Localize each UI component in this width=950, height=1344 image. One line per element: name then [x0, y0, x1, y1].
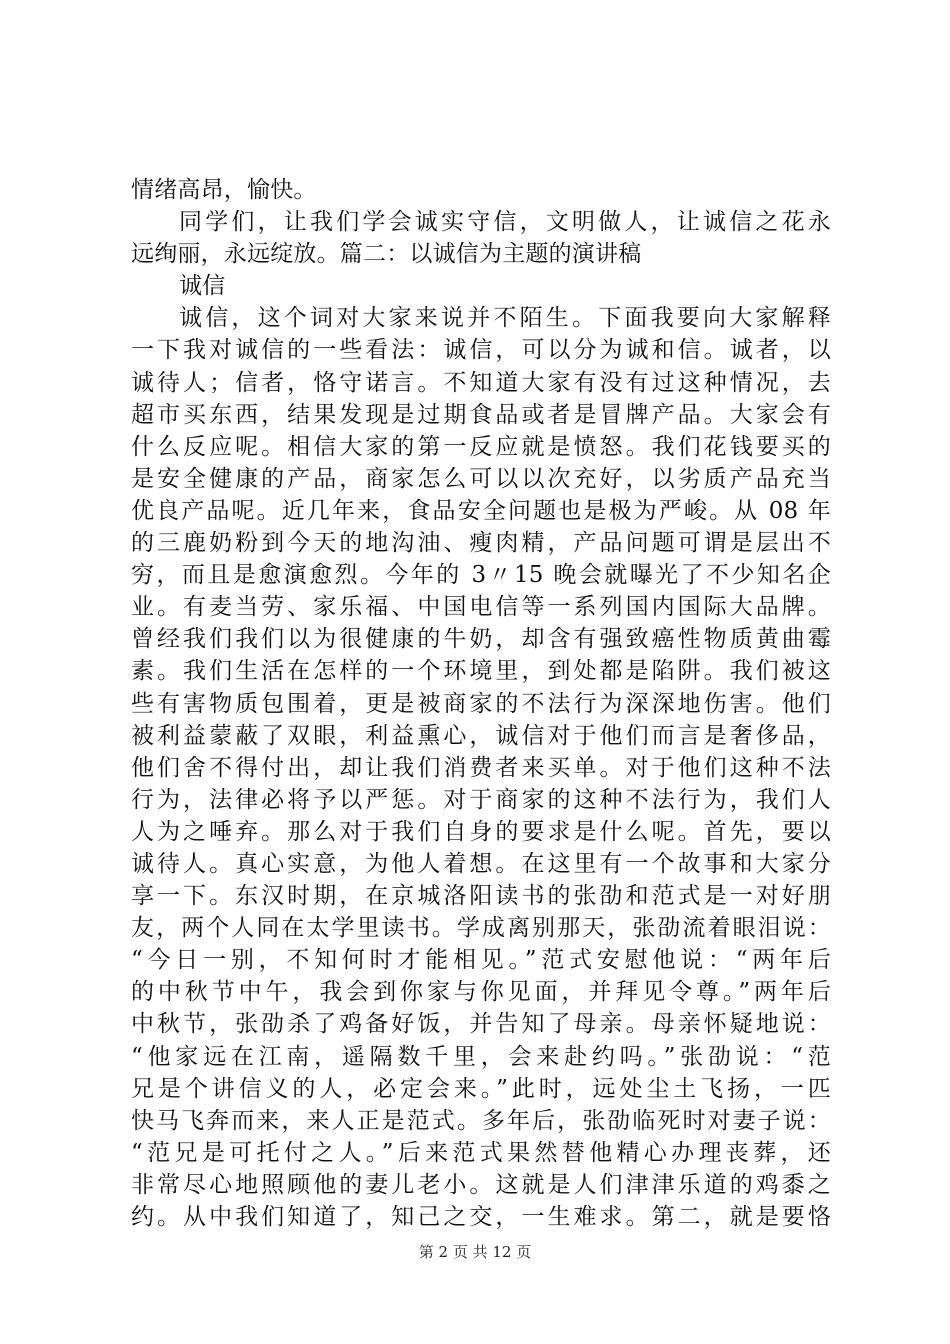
- text-line: 诚待人。真心实意，为他人着想。在这里有一个故事和大家分: [131, 850, 831, 877]
- text-line: 他们舍不得付出，却让我们消费者来买单。对于他们这种不法: [131, 754, 831, 781]
- text-line: 的中秋节中午，我会到你家与你见面，并拜见令尊。”两年后: [131, 979, 831, 1006]
- text-line: “今日一别，不知何时才能相见。”范式安慰他说：“两年后: [131, 947, 831, 974]
- text-line: 的三鹿奶粉到今天的地沟油、瘦肉精，产品问题可谓是层出不: [131, 530, 831, 557]
- text-line: 快马飞奔而来，来人正是范式。多年后，张劭临死时对妻子说：: [131, 1107, 831, 1134]
- text-line: 约。从中我们知道了，知己之交，一生难求。第二，就是要恪: [131, 1204, 831, 1230]
- text-line: 些有害物质包围着，更是被商家的不法行为深深地伤害。他们: [131, 690, 831, 717]
- text-line: 一下我对诚信的一些看法：诚信，可以分为诚和信。诚者，以: [131, 337, 831, 364]
- text-line: 友，两个人同在太学里读书。学成离别那天，张劭流着眼泪说：: [131, 915, 831, 942]
- text-line: 远绚丽，永远绽放。篇二：以诚信为主题的演讲稿: [131, 241, 642, 268]
- section-heading: 诚信: [179, 273, 226, 300]
- text-line: “范兄是可托付之人。”后来范式果然替他精心办理丧葬，还: [131, 1139, 831, 1166]
- text-line: 业。有麦当劳、家乐福、中国电信等一系列国内国际大品牌。: [131, 594, 831, 621]
- body-text: [131, 174, 831, 1233]
- text-line: 诚待人；信者，恪守诺言。不知道大家有没有过这种情况，去: [131, 369, 831, 396]
- text-line: 被利益蒙蔽了双眼，利益熏心，诚信对于他们而言是奢侈品，: [131, 722, 831, 749]
- page-number-footer: 第 2 页 共 12 页: [418, 1243, 532, 1261]
- text-line: 诚信，这个词对大家来说并不陌生。下面我要向大家解释: [179, 305, 831, 332]
- text-line: 兄是个讲信义的人，必定会来。”此时，远处尘土飞扬，一匹: [131, 1075, 831, 1102]
- text-line: 曾经我们我们以为很健康的牛奶，却含有强致癌性物质黄曲霉: [131, 626, 831, 653]
- text-line: 同学们，让我们学会诚实守信，文明做人，让诚信之花永: [179, 209, 831, 236]
- text-line: 非常尽心地照顾他的妻儿老小。这就是人们津津乐道的鸡黍之: [131, 1171, 831, 1198]
- text-line: “他家远在江南，遥隔数千里，会来赴约吗。”张劭说：“范: [131, 1043, 831, 1070]
- text-line: 情绪高昂，愉快。: [131, 177, 317, 203]
- text-line: 素。我们生活在怎样的一个环境里，到处都是陷阱。我们被这: [131, 658, 831, 685]
- text-line: 享一下。东汉时期，在京城洛阳读书的张劭和范式是一对好朋: [131, 883, 831, 910]
- text-line: 行为，法律必将予以严惩。对于商家的这种不法行为，我们人: [131, 786, 831, 813]
- text-line: 优良产品呢。近几年来，食品安全问题也是极为严峻。从 08 年: [131, 497, 831, 524]
- text-line: 中秋节，张劭杀了鸡备好饭，并告知了母亲。母亲怀疑地说：: [131, 1011, 831, 1038]
- text-line: 超市买东西，结果发现是过期食品或者是冒牌产品。大家会有: [131, 401, 831, 428]
- text-line: 穷，而且是愈演愈烈。今年的 3〃15 晚会就曝光了不少知名企: [131, 562, 831, 589]
- text-line: 是安全健康的产品，商家怎么可以以次充好，以劣质产品充当: [131, 465, 831, 492]
- text-line: 人为之唾弃。那么对于我们自身的要求是什么呢。首先，要以: [131, 818, 831, 845]
- text-line: 什么反应呢。相信大家的第一反应就是愤怒。我们花钱要买的: [131, 433, 831, 460]
